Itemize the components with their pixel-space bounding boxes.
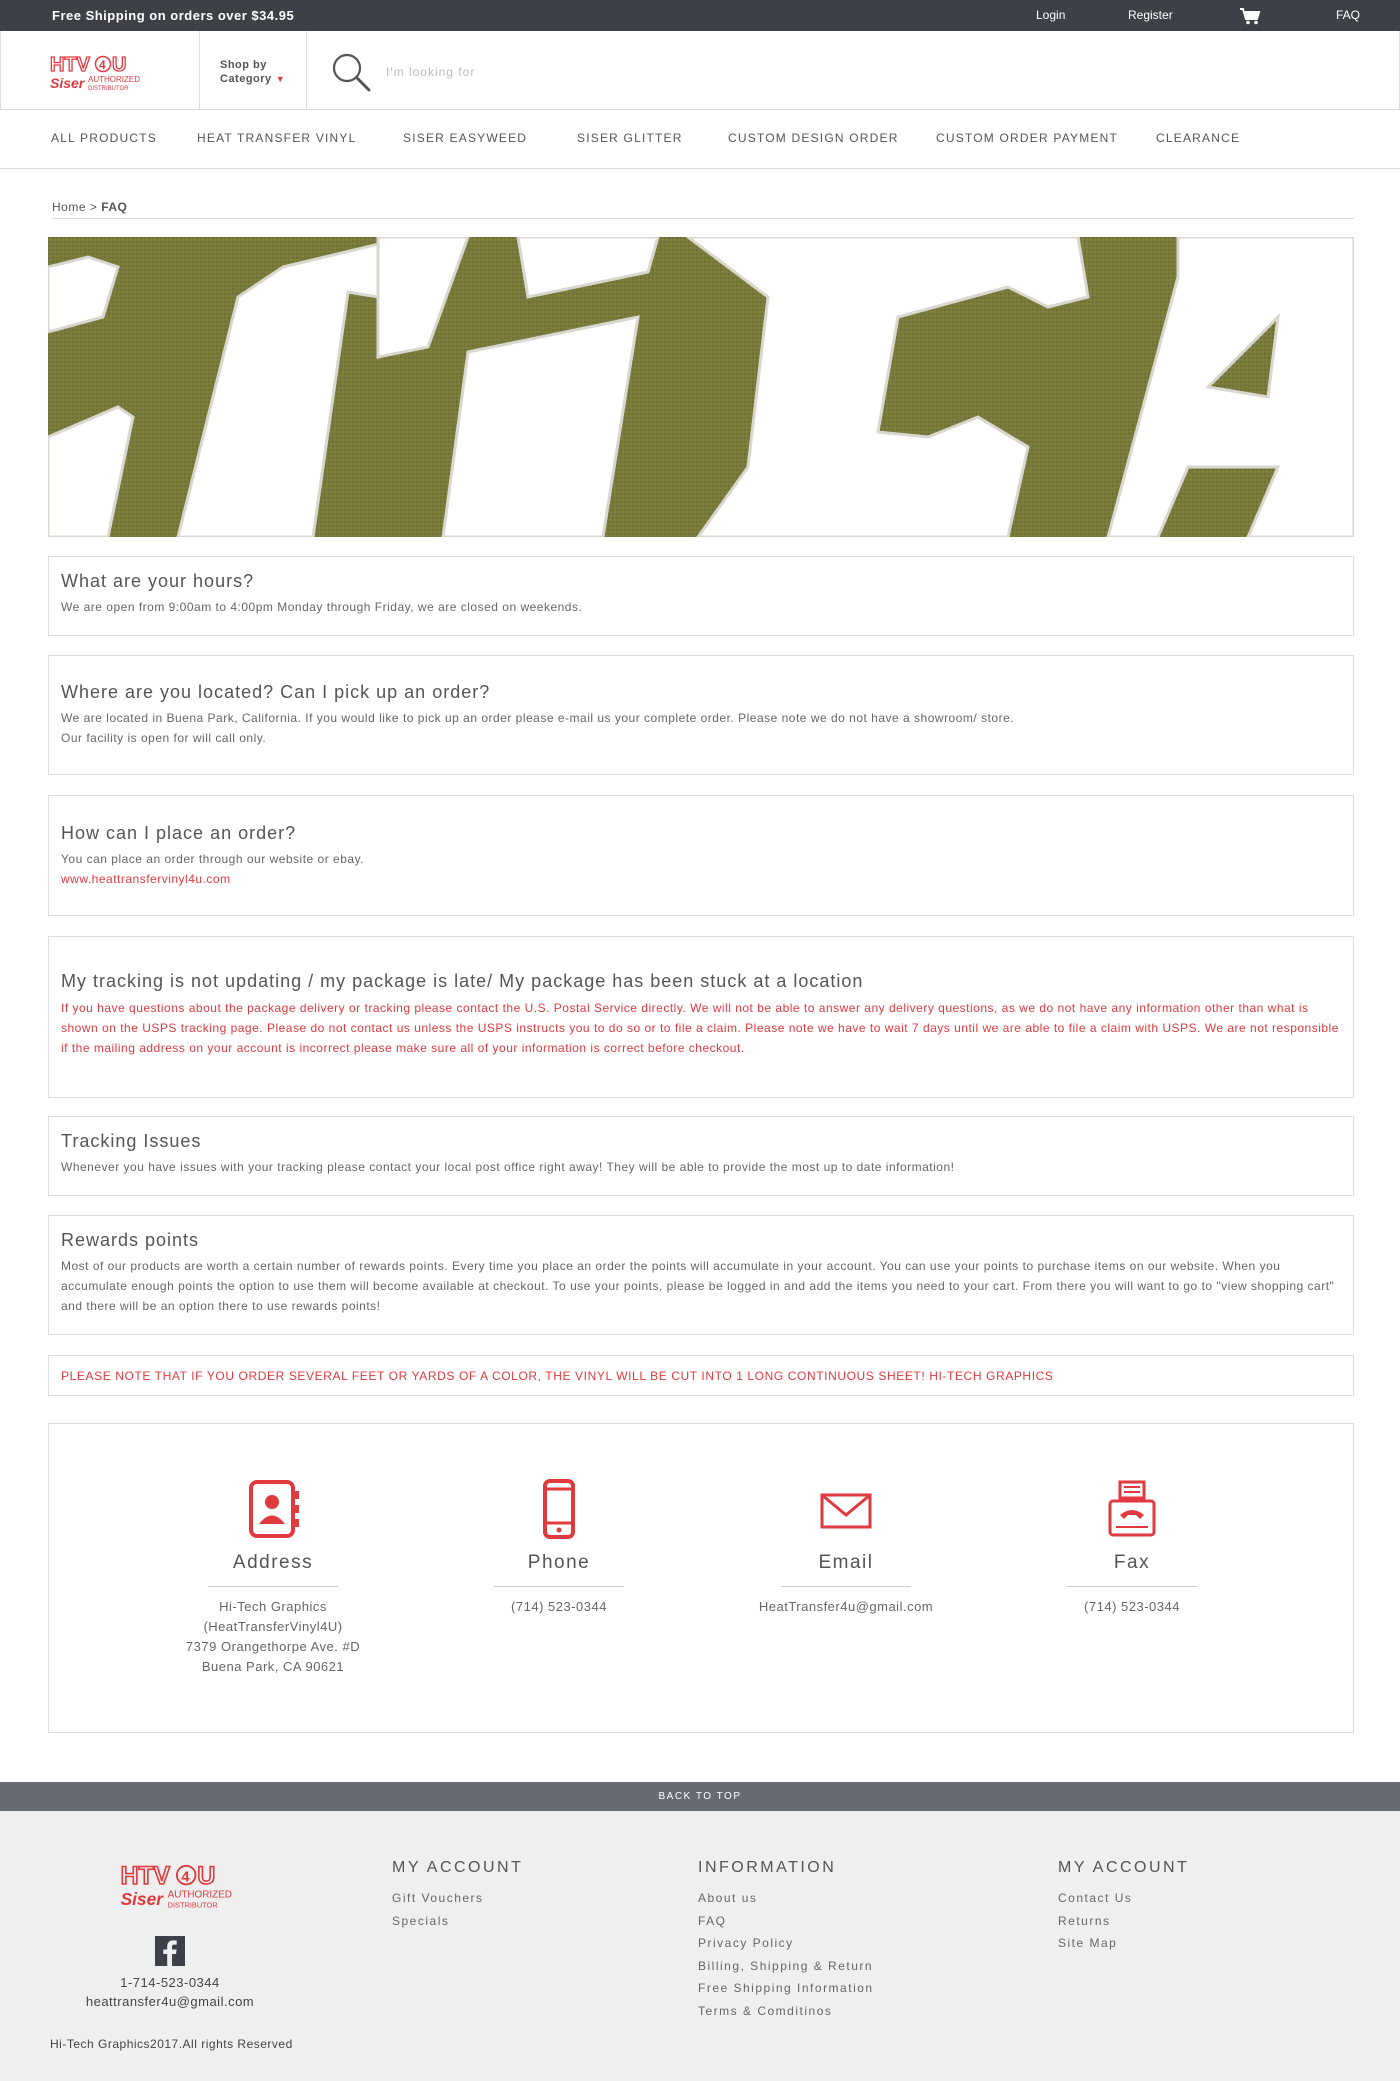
faq-item (48, 795, 1354, 916)
fax-icon (1102, 1479, 1162, 1539)
faq-answer: You can place an order through our website or ebay. www.heattransfervinyl4u.com (61, 852, 365, 886)
faq-question: Tracking Issues (61, 1131, 202, 1151)
faq-item (48, 1116, 1354, 1196)
faq-answer: Whenever you have issues with your tracking please contact your local post office right away! They will be able to provide the most up to date information! (61, 1160, 955, 1174)
breadcrumb-divider (52, 218, 1354, 219)
svg-text:DISTRIBUTOR: DISTRIBUTOR (88, 86, 129, 92)
login-link[interactable]: Login (1036, 8, 1066, 22)
breadcrumb: Home > FAQ (52, 200, 128, 214)
faq-banner-image (48, 237, 1354, 537)
footer-link-about-us[interactable]: About us (698, 1891, 758, 1905)
address-book-icon (243, 1479, 303, 1539)
svg-text:Siser: Siser (50, 75, 85, 91)
footer-link-privacy-policy[interactable]: Privacy Policy (698, 1936, 794, 1950)
faq-answer: If you have questions about the package delivery or tracking please contact the U.S. Postal Service directly. We will not be able to answer any delivery questions, as we do not have any information other than what is shown on the USPS tracking page. Please do not contact us unless the USPS instructs you to do so or to file a claim. Please note we have to wait 7 days until we are able to file a claim with USPS. We are not responsible if the mailing address on your account is incorrect please make sure all of your information is correct before checkout. (61, 1001, 1339, 1055)
faq-item (48, 936, 1354, 1098)
register-link[interactable]: Register (1128, 8, 1173, 22)
footer-heading: INFORMATION (698, 1859, 837, 1876)
header-divider (199, 31, 200, 109)
back-to-top-button[interactable]: BACK TO TOP (0, 1782, 1400, 1811)
footer-link-site-map[interactable]: Site Map (1058, 1936, 1118, 1950)
phone-value[interactable]: (714) 523-0344 (511, 1599, 607, 1614)
site-logo[interactable] (48, 51, 148, 93)
svg-text:U: U (112, 54, 127, 76)
faq-question: How can I place an order? (61, 823, 297, 843)
banner-vinyl-graphic (48, 237, 1354, 537)
faq-question: Rewards points (61, 1230, 200, 1250)
contact-label: Phone (527, 1552, 591, 1573)
search-icon[interactable] (330, 51, 372, 93)
contact-label: Fax (1113, 1552, 1151, 1573)
footer-link-billing-shipping[interactable]: Billing, Shipping & Return (698, 1958, 874, 1973)
footer-heading: MY ACCOUNT (1058, 1859, 1190, 1876)
free-shipping-text: Free Shipping on orders over $34.95 (52, 8, 295, 23)
svg-text:U: U (197, 1862, 216, 1890)
footer-col-my-account (392, 1859, 523, 1932)
svg-text:DISTRIBUTOR: DISTRIBUTOR (167, 1900, 218, 1910)
contact-divider (208, 1586, 338, 1587)
footer-link-contact-us[interactable]: Contact Us (1058, 1891, 1133, 1905)
mobile-phone-icon (529, 1479, 589, 1539)
faq-question: My tracking is not updating / my package is late/ My package has been stuck at a location (61, 971, 864, 991)
nav-heat-transfer-vinyl[interactable]: HEAT TRANSFER VINYL (197, 131, 357, 145)
main-nav (0, 109, 1400, 169)
vinyl-cut-notice (48, 1355, 1354, 1396)
nav-siser-glitter[interactable]: SISER GLITTER (577, 131, 683, 145)
footer-link-gift-vouchers[interactable]: Gift Vouchers (392, 1891, 484, 1905)
faq-answer: Most of our products are worth a certain number of rewards points. Every time you place an order the points will accumulate in your account. You can use your points to purchase items on our website. When you accumulate enough points the option to use them will become available at checkout. To use your points, please be logged in and add the items you need to your cart. From there you will want to go to "view shopping cart" and there will be an option there to use rewards points! (61, 1259, 1335, 1313)
search-input[interactable] (384, 59, 988, 85)
contact-section (48, 1423, 1354, 1733)
nav-siser-easyweed[interactable]: SISER EASYWEED (403, 131, 528, 145)
footer-col-information (698, 1859, 874, 2022)
footer-link-faq[interactable]: FAQ (698, 1913, 727, 1928)
svg-text:AUTHORIZED: AUTHORIZED (167, 1889, 232, 1901)
footer-col-my-account-2 (1058, 1859, 1189, 1955)
envelope-icon (816, 1479, 876, 1539)
faq-item (48, 1215, 1354, 1335)
footer-link-terms[interactable]: Terms & Comditinos (698, 2003, 833, 2018)
footer-heading: MY ACCOUNT (392, 1859, 524, 1876)
email-value[interactable]: HeatTransfer4u@gmail.com (758, 1599, 934, 1614)
nav-custom-design-order[interactable]: CUSTOM DESIGN ORDER (728, 131, 899, 145)
footer-logo[interactable] (118, 1859, 242, 1911)
cart-icon[interactable] (1239, 7, 1261, 25)
caret-down-icon: ▼ (275, 74, 286, 84)
facebook-icon[interactable] (155, 1936, 185, 1966)
contact-divider (781, 1586, 911, 1587)
notice-text: PLEASE NOTE THAT IF YOU ORDER SEVERAL FEET OR YARDS OF A COLOR, THE VINYL WILL BE CUT INTO 1 LONG CONTINUOUS SHEET! HI-TECH GRAPHICS (61, 1369, 1054, 1383)
faq-link[interactable]: FAQ (1336, 8, 1361, 22)
footer-email[interactable]: heattransfer4u@gmail.com (85, 1994, 255, 2009)
footer-link-specials[interactable]: Specials (392, 1913, 450, 1928)
fax-value: (714) 523-0344 (1084, 1599, 1180, 1614)
faq-item (48, 655, 1354, 775)
address-lines: Hi-Tech Graphics (HeatTransferVinyl4U) 7379 Orangethorpe Ave. #D Buena Park, CA 90621 (185, 1599, 361, 1674)
svg-text:AUTHORIZED: AUTHORIZED (88, 75, 140, 84)
nav-custom-order-payment[interactable]: CUSTOM ORDER PAYMENT (936, 131, 1119, 145)
faq-question: Where are you located? Can I pick up an order? (61, 682, 491, 702)
header-divider (306, 31, 307, 109)
footer-link-returns[interactable]: Returns (1058, 1913, 1111, 1928)
header-border (0, 31, 1, 109)
svg-text:4: 4 (181, 1869, 190, 1886)
nav-clearance[interactable]: CLEARANCE (1156, 131, 1241, 145)
copyright: Hi-Tech Graphics2017.All rights Reserved (50, 2037, 293, 2051)
footer-link-free-shipping-info[interactable]: Free Shipping Information (698, 1981, 874, 1995)
breadcrumb-current: FAQ (101, 200, 128, 214)
svg-text:4: 4 (99, 58, 106, 72)
faq-answer: We are located in Buena Park, California. If you would like to pick up an order please e-mail us your complete order. Please note we do not have a showroom/ store. Our facility is open for will call only. (61, 711, 1015, 745)
site-header (0, 31, 1400, 110)
footer-phone[interactable]: 1-714-523-0344 (120, 1975, 220, 1990)
website-link[interactable]: www.heattransfervinyl4u.com (61, 872, 231, 886)
contact-divider (494, 1586, 624, 1587)
site-footer (0, 1811, 1400, 2081)
svg-text:HTV: HTV (50, 54, 90, 76)
shop-by-category-dropdown[interactable]: Shop by Category ▼ (220, 59, 286, 85)
contact-label: Email (818, 1552, 874, 1573)
faq-question: What are your hours? (61, 571, 255, 591)
contact-label: Address (232, 1552, 314, 1573)
breadcrumb-home[interactable]: Home (52, 200, 87, 214)
contact-divider (1067, 1586, 1197, 1587)
faq-answer: We are open from 9:00am to 4:00pm Monday through Friday, we are closed on weekends. (61, 600, 583, 614)
faq-item (48, 556, 1354, 636)
svg-text:HTV: HTV (120, 1862, 171, 1890)
svg-text:Siser: Siser (120, 1888, 163, 1909)
nav-all-products[interactable]: ALL PRODUCTS (51, 131, 157, 145)
top-bar (0, 0, 1400, 31)
